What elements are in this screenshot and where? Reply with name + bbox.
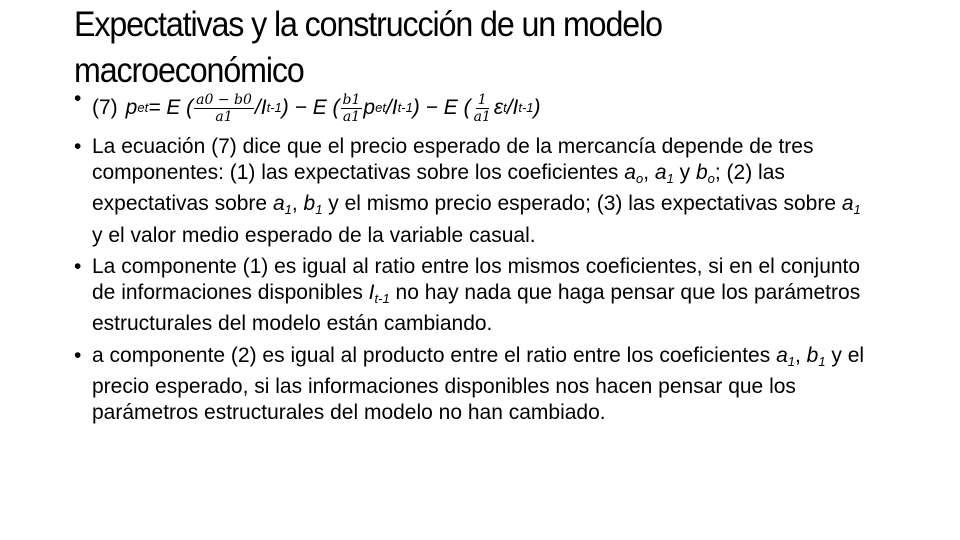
bullet-list <box>74 86 874 425</box>
bullet-item-2 <box>74 134 874 248</box>
bullet-item-3 <box>74 254 874 337</box>
eq-I-sub-1: t-1 <box>266 100 282 116</box>
var-b1-d-sub: 1 <box>818 353 826 369</box>
fraction-2 <box>341 92 363 125</box>
bullet-2-comma-1: , <box>643 160 655 184</box>
bullet-2-comma-2: , <box>291 192 304 215</box>
equation-label: • (7) <box>92 96 118 120</box>
eq-minus-E-2: ) − E ( <box>412 96 471 120</box>
eq-minus-E-1: ) − E ( <box>281 96 340 120</box>
fraction-3-num: 1 <box>477 91 487 108</box>
var-b1-sub: 1 <box>315 202 323 217</box>
equation-bullet <box>74 86 874 130</box>
var-a1-c: a <box>841 192 854 215</box>
fraction-1-num: a0 − b0 <box>196 91 252 108</box>
var-b1-d: b <box>806 343 819 367</box>
eq-slash-I-2: /I <box>385 96 398 120</box>
eq-p-sub: t <box>144 100 149 116</box>
var-a0: a <box>624 160 636 184</box>
eq-slash-I-1: /I <box>254 96 267 120</box>
bullet-3-text-1: La componente (1) es igual al ratio entre los mismos coeficientes, si en el conjunto de informaciones disponibles <box>92 255 861 304</box>
bullet-3-text-2: no hay nada que haga pensar que los parámetros estructurales del modelo están cambiando. <box>92 280 861 335</box>
var-b0: b <box>695 160 708 184</box>
var-I: I <box>368 280 375 304</box>
eq-p2: p <box>363 96 376 120</box>
eq-p-sup: e <box>137 100 145 116</box>
var-a1-b-sub: 1 <box>284 202 292 217</box>
fraction-2-num: b1 <box>342 91 361 108</box>
bullet-item-4 <box>74 343 874 426</box>
bullet-2-and: y <box>673 160 696 184</box>
slide-title: Expectativas y la construcción de un modelo macroeconómico <box>74 5 662 90</box>
eq-epsilon-sub: t <box>503 100 507 116</box>
bullet-4-text-1: a componente (2) es igual al producto entre el ratio entre los coeficientes <box>92 343 777 367</box>
var-a0-sub: o <box>635 170 644 186</box>
eq-p2-sub: t <box>382 100 386 116</box>
eq-slash-I-3: /I <box>506 96 519 120</box>
bullet-2-text-1: La ecuación (7) dice que el precio esperado de la mercancía depende de tres componentes: (1) las expectativas sobre los coeficientes <box>92 135 814 184</box>
fraction-1-den: a1 <box>215 108 233 125</box>
eq-close: ) <box>533 96 541 120</box>
var-a1-c-sub: 1 <box>853 202 861 217</box>
var-b1: b <box>303 192 316 215</box>
fraction-3 <box>472 92 493 125</box>
var-a1: a <box>654 160 667 184</box>
var-a1-d-sub: 1 <box>787 353 795 369</box>
bullet-2-text-4: y el valor medio esperado de la variable casual. <box>92 223 536 247</box>
eq-p: p <box>125 96 138 120</box>
fraction-1 <box>194 92 254 125</box>
bullet-2-text-3: y el mismo precio esperado; (3) las expectativas sobre <box>322 192 842 215</box>
fraction-3-den: a1 <box>473 108 491 125</box>
var-b0-sub: o <box>707 170 715 186</box>
fraction-2-den: a1 <box>342 108 361 125</box>
eq-I-sub-3: t-1 <box>518 100 534 116</box>
eq-epsilon: ε <box>493 96 504 120</box>
bullet-2-text-2: ; (2) las expectativas sobre <box>92 160 785 215</box>
var-a1-sub: 1 <box>666 170 674 186</box>
eq-equals-E: = E ( <box>148 96 194 120</box>
eq-p2-sup: e <box>375 100 383 116</box>
var-I-sub: t-1 <box>374 290 390 306</box>
bullet-4-text-2: y el precio esperado, si las informaciones disponibles nos hacen pensar que los parámetros estructurales del modelo no han cambiado. <box>92 343 865 424</box>
eq-I-sub-2: t-1 <box>397 100 413 116</box>
var-a1-d: a <box>776 343 788 367</box>
var-a1-b: a <box>272 192 285 215</box>
bullet-4-comma: , <box>794 343 807 367</box>
